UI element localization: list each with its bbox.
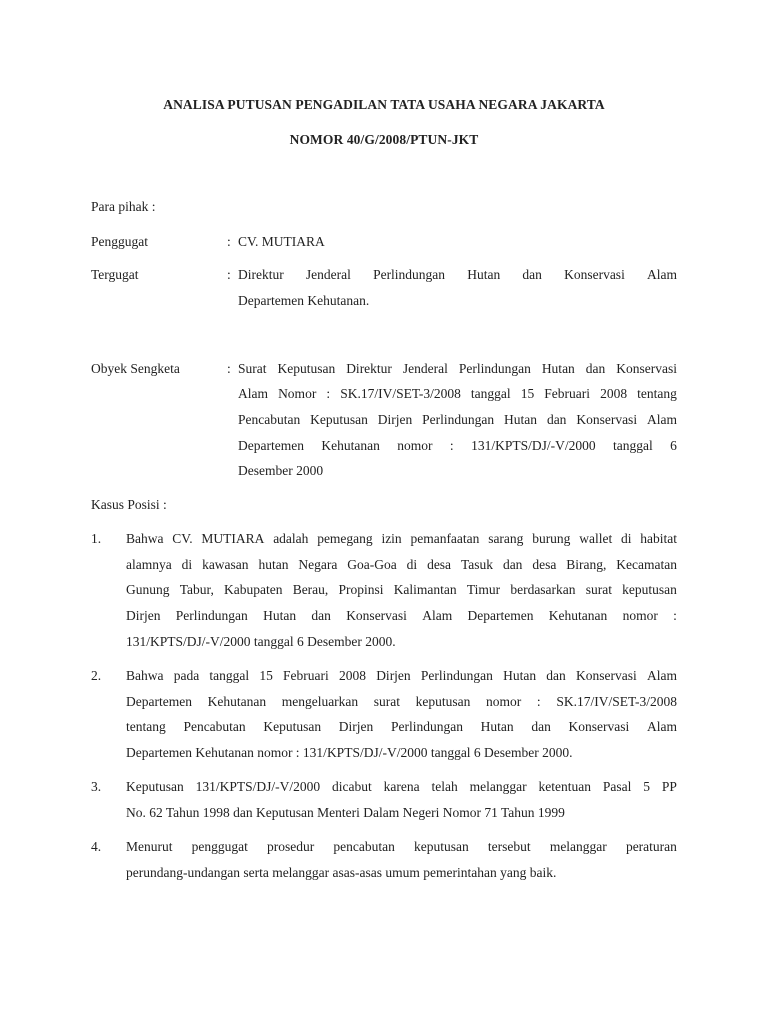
obyek-line: Desember 2000: [238, 463, 324, 478]
item-line: tentang Pencabutan Keputusan Dirjen Perlindungan Hutan dan Konservasi Alam: [126, 719, 677, 734]
item-number: 2.: [91, 668, 102, 683]
tergugat-colon: :: [227, 267, 231, 282]
item-line: Bahwa pada tanggal 15 Februari 2008 Dirjen Perlindungan Hutan dan Konservasi Alam: [126, 668, 677, 683]
document-title: ANALISA PUTUSAN PENGADILAN TATA USAHA NEGARA JAKARTA: [163, 97, 605, 112]
obyek-line: Departemen Kehutanan nomor : 131/KPTS/DJ/-V/2000 tanggal 6: [238, 438, 677, 453]
parties-heading: Para pihak :: [91, 199, 156, 214]
obyek-label: Obyek Sengketa: [91, 361, 180, 376]
item-number: 3.: [91, 779, 102, 794]
item-line: No. 62 Tahun 1998 dan Keputusan Menteri Dalam Negeri Nomor 71 Tahun 1999: [126, 805, 565, 820]
obyek-line: Alam Nomor : SK.17/IV/SET-3/2008 tanggal 15 Februari 2008 tentang: [238, 386, 677, 401]
tergugat-line: Direktur Jenderal Perlindungan Hutan dan Konservasi Alam: [238, 267, 677, 282]
item-line: Departemen Kehutanan nomor : 131/KPTS/DJ/-V/2000 tanggal 6 Desember 2000.: [126, 745, 573, 760]
item-number: 4.: [91, 839, 102, 854]
tergugat-line: Departemen Kehutanan.: [238, 293, 370, 308]
item-line: perundang-undangan serta melanggar asas-asas umum pemerintahan yang baik.: [126, 865, 557, 880]
item-line: Dirjen Perlindungan Hutan dan Konservasi Alam Departemen Kehutanan nomor :: [126, 608, 677, 623]
obyek-line: Pencabutan Keputusan Dirjen Perlindungan Hutan dan Konservasi Alam: [238, 412, 677, 427]
penggugat-colon: :: [227, 234, 231, 249]
penggugat-label: Penggugat: [91, 234, 148, 249]
item-line: Menurut penggugat prosedur pencabutan keputusan tersebut melanggar peraturan: [126, 839, 677, 854]
item-line: Keputusan 131/KPTS/DJ/-V/2000 dicabut karena telah melanggar ketentuan Pasal 5 PP: [126, 779, 677, 794]
obyek-line: Surat Keputusan Direktur Jenderal Perlindungan Hutan dan Konservasi: [238, 361, 677, 376]
penggugat-value: CV. MUTIARA: [238, 234, 325, 249]
item-line: 131/KPTS/DJ/-V/2000 tanggal 6 Desember 2000.: [126, 634, 396, 649]
item-number: 1.: [91, 531, 102, 546]
document-subtitle: NOMOR 40/G/2008/PTUN-JKT: [289, 132, 479, 147]
tergugat-label: Tergugat: [91, 267, 139, 282]
kasus-heading: Kasus Posisi :: [91, 497, 167, 512]
item-line: Departemen Kehutanan mengeluarkan surat keputusan nomor : SK.17/IV/SET-3/2008: [126, 694, 677, 709]
item-line: Bahwa CV. MUTIARA adalah pemegang izin pemanfaatan sarang burung wallet di habitat: [126, 531, 677, 546]
item-line: Gunung Tabur, Kabupaten Berau, Propinsi Kalimantan Timur berdasarkan surat keputusan: [126, 582, 677, 597]
item-line: alamnya di kawasan hutan Negara Goa-Goa di desa Tasuk dan desa Birang, Kecamatan: [126, 557, 677, 572]
obyek-colon: :: [227, 361, 231, 376]
